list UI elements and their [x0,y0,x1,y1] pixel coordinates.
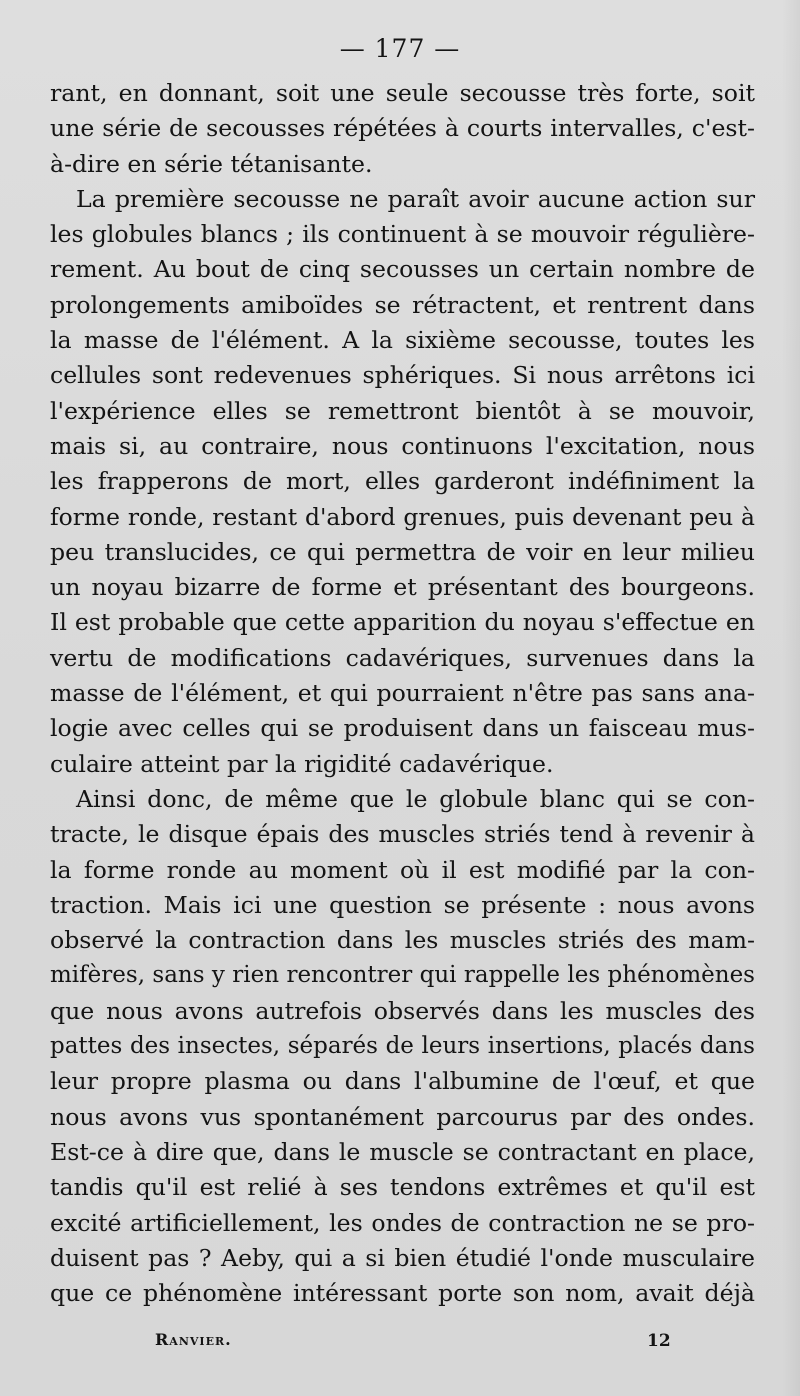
text-line: leur propre plasma ou dans l'albumine de l'œuf, et que [50,1067,755,1096]
text-line: peu translucides, ce qui permettra de voir en leur milieu [50,537,755,566]
text-line: rement. Au bout de cinq secousses un certain nombre de [50,255,755,284]
text-line: Ainsi donc, de même que le globule blanc qui se con- [76,784,755,813]
text-line: une série de secousses répétées à courts intervalles, c'est- [50,114,755,143]
text-line: forme ronde, restant d'abord grenues, puis devenant peu à [50,502,755,531]
text-line: les globules blancs ; ils continuent à se mouvoir régulière- [50,220,755,249]
text-line: tracte, le disque épais des muscles striés tend à revenir à [50,820,755,849]
text-line: que nous avons autrefois observés dans les muscles des [50,996,755,1025]
text-line: la masse de l'élément. A la sixième secousse, toutes les [50,326,755,355]
text-line: à-dire en série tétanisante. [50,149,373,178]
text-line: cellules sont redevenues sphériques. Si nous arrêtons ici [50,361,755,390]
text-line: un noyau bizarre de forme et présentant des bourgeons. [50,573,755,602]
text-line: vertu de modifications cadavériques, survenues dans la [50,643,755,672]
text-line: rant, en donnant, soit une seule secousse très forte, soit [50,79,755,107]
text-line: tandis qu'il est relié à ses tendons extrêmes et qu'il est [50,1173,755,1202]
text-line: traction. Mais ici une question se présente : nous avons [50,890,755,919]
text-line: observé la contraction dans les muscles striés des mam- [50,926,755,955]
text-line: pattes des insectes, séparés de leurs insertions, placés dans [50,1033,755,1060]
text-line: que ce phénomène intéressant porte son nom, avait déjà [50,1279,755,1308]
page-edge-shadow [782,0,800,1396]
footer-signature: Ranvier. [155,1330,232,1349]
text-line: les frapperons de mort, elles garderont indéfiniment la [50,467,755,496]
text-line: duisent pas ? Aeby, qui a si bien étudié l'onde musculaire [50,1243,755,1272]
text-line: Est-ce à dire que, dans le muscle se contractant en place, [50,1137,755,1166]
text-line: Il est probable que cette apparition du noyau s'effectue en [50,608,755,637]
text-line: la forme ronde au moment où il est modifié par la con- [50,855,755,884]
text-line: mais si, au contraire, nous continuons l'excitation, nous [50,431,755,460]
text-line: excité artificiellement, les ondes de contraction ne se pro- [50,1208,755,1237]
text-line: nous avons vus spontanément parcourus par des ondes. [50,1102,755,1131]
text-line: culaire atteint par la rigidité cadavérique. [50,749,554,778]
text-line: masse de l'élément, et qui pourraient n'être pas sans ana- [50,679,755,708]
text-line: logie avec celles qui se produisent dans un faisceau mus- [50,714,755,743]
page-number-header: — 177 — [339,34,461,63]
text-line: mifères, sans y rien rencontrer qui rappelle les phénomènes [50,962,755,989]
text-line: l'expérience elles se remettront bientôt à se mouvoir, [50,396,755,425]
footer-sheet-number: 12 [647,1331,671,1351]
text-line: La première secousse ne paraît avoir aucune action sur [76,184,755,213]
text-line: prolongements amiboïdes se rétractent, et rentrent dans [50,290,755,319]
body-text [50,76,755,1311]
